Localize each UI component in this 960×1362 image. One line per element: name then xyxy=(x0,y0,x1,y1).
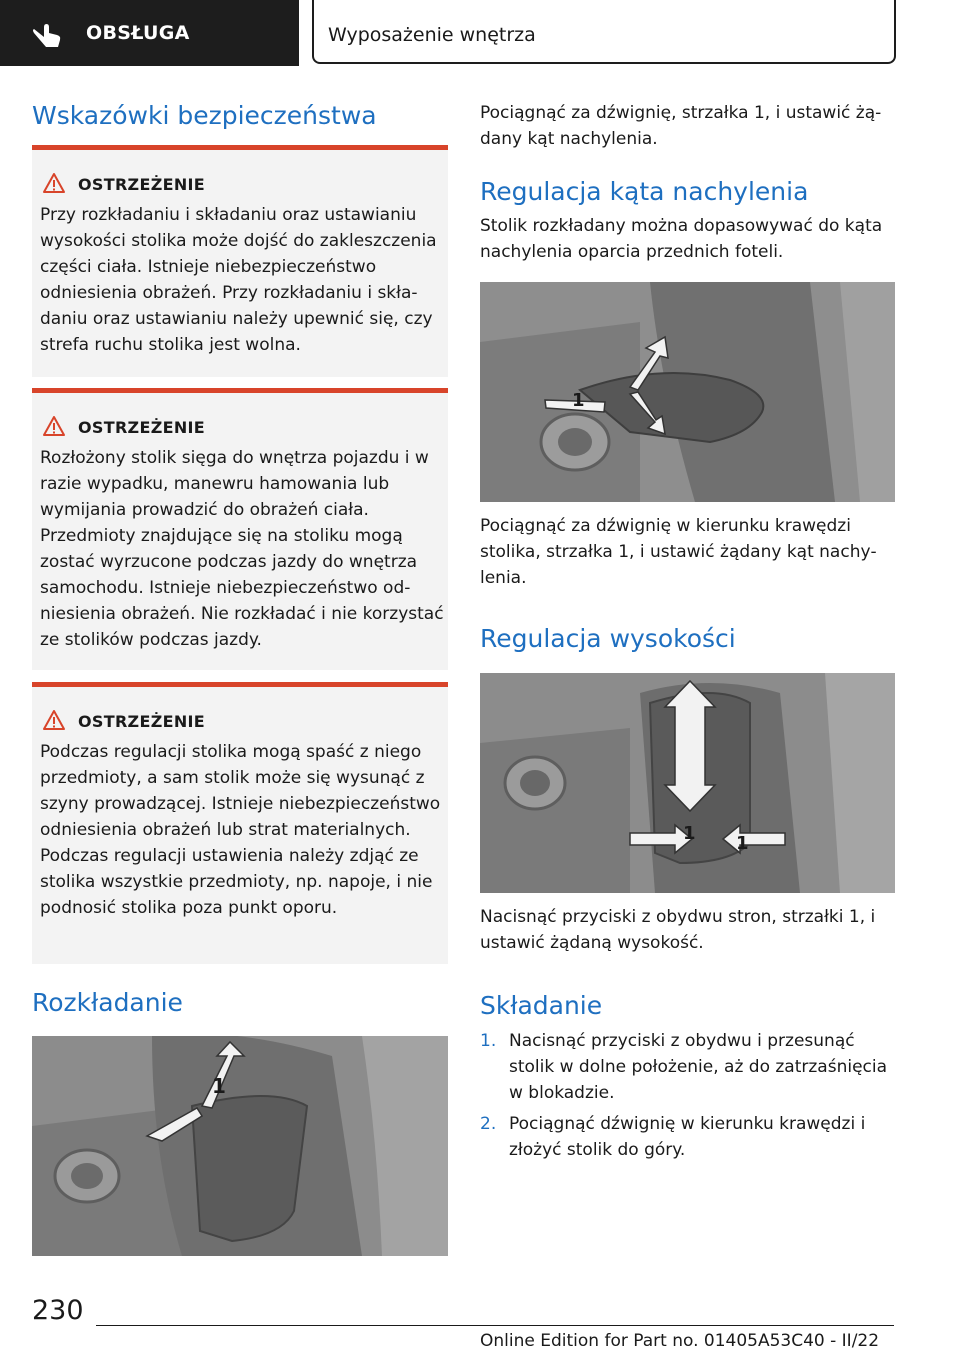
photo-tilt-table xyxy=(480,282,895,502)
warning-title: OSTRZEŻENIE xyxy=(78,418,205,437)
list-item-text: Nacisnąć przyciski z obydwu i przesunąć stolik w dolne położenie, aż do zatrzaśnięcia w blokadzie. xyxy=(509,1031,888,1103)
page-number: 230 xyxy=(32,1295,84,1326)
photo-label-1b: 1 xyxy=(736,833,749,854)
warning-box-3 xyxy=(32,682,448,964)
section-tab xyxy=(0,0,299,66)
heading-safety: Wskazówki bezpieczeństwa xyxy=(32,101,377,130)
tilt-text: Stolik rozkładany można dopasowywać do kąta nachylenia oparcia przednich foteli. xyxy=(480,216,883,262)
chapter-tab xyxy=(312,0,896,64)
warning-text: Podczas regulacji stolika mogą spaść z niego przedmioty, a sam stolik może się wysunąć z szyny prowadzącej. Istnieje niebezpieczeństwo odniesienia obrażeń lub strat materialnych. Podczas regulacji ustawienia należy zdjąć ze stolika wszystkie przedmioty, np. napoje, i nie podnosić stolika poza punkt oporu. xyxy=(40,742,441,918)
warning-triangle-icon xyxy=(42,709,66,731)
pointing-hand-icon xyxy=(30,19,64,49)
heading-tilt: Regulacja kąta nachylenia xyxy=(480,177,809,206)
warning-title: OSTRZEŻENIE xyxy=(78,175,205,194)
list-item-text: Pociągnąć dźwignię w kierunku krawędzi i złożyć stolik do góry. xyxy=(509,1114,866,1160)
photo-unfold-table xyxy=(32,1036,448,1256)
photo-label-1a: 1 xyxy=(683,823,696,844)
warning-text: Przy rozkładaniu i składaniu oraz ustawianiu wysokości stolika może dojść do zakleszczenia części ciała. Istnieje niebezpieczeństwo odniesienia obrażeń. Przy rozkładaniu i składaniu oraz ustawianiu należy upewnić się, czy strefa ruchu stolika jest wolna. xyxy=(40,205,437,355)
tilt-caption: Pociągnąć za dźwignię w kierunku krawędzi stolika, strzałka 1, i ustawić żądany kąt nachylenia. xyxy=(480,516,877,588)
section-title: OBSŁUGA xyxy=(86,22,190,44)
footer-rule xyxy=(96,1325,894,1326)
edition-note: Online Edition for Part no. 01405A53C40 - II/22 xyxy=(480,1331,880,1351)
heading-height: Regulacja wysokości xyxy=(480,624,736,653)
chapter-title: Wyposażenie wnętrza xyxy=(328,24,536,46)
photo-label-1: 1 xyxy=(212,1074,226,1098)
intro-text: Pociągnąć za dźwignię, strzałka 1, i ustawić żądany kąt nachylenia. xyxy=(480,103,882,149)
warning-triangle-icon xyxy=(42,172,66,194)
warning-box-1 xyxy=(32,145,448,377)
warning-text: Rozłożony stolik sięga do wnętrza pojazdu i w razie wypadku, manewru hamowania lub wymijania prowadzić do obrażeń ciała. Przedmioty znajdujące się na stoliku mogą zostać wyrzucone podczas jazdy do wnętrza samochodu. Istnieje niebezpieczeństwo odniesienia obrażeń. Nie rozkładać i nie korzystać ze stolików podczas jazdy. xyxy=(40,448,444,650)
warning-box-2 xyxy=(32,388,448,670)
warning-title: OSTRZEŻENIE xyxy=(78,712,205,731)
heading-fold: Składanie xyxy=(480,991,603,1020)
photo-height-table xyxy=(480,673,895,893)
list-number: 1. xyxy=(480,1031,497,1051)
list-number: 2. xyxy=(480,1114,497,1134)
heading-unfold: Rozkładanie xyxy=(32,988,183,1017)
photo-label-1: 1 xyxy=(572,390,585,411)
warning-triangle-icon xyxy=(42,415,66,437)
height-caption: Nacisnąć przyciski z obydwu stron, strzałki 1, i ustawić żądaną wysokość. xyxy=(480,907,876,953)
